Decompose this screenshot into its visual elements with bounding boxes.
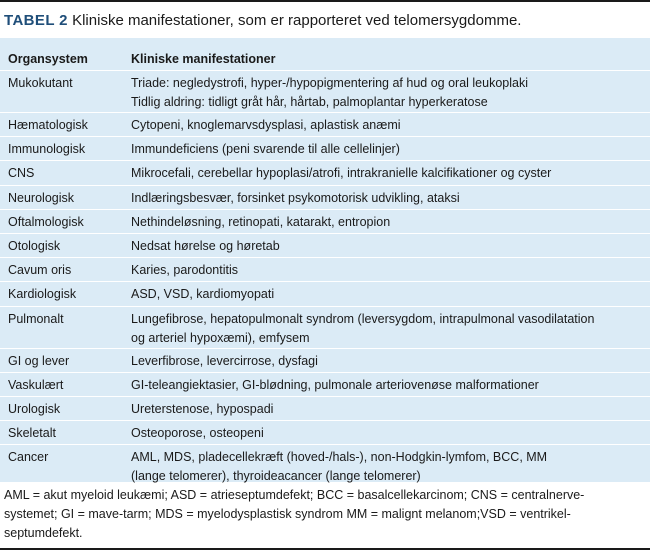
table-row: [0, 160, 650, 184]
footnote-line: septumdefekt.: [4, 526, 83, 540]
manifestation-line: Leverfibrose, levercirrose, dysfagi: [131, 353, 318, 368]
row-organ: Vaskulært: [8, 377, 64, 392]
table-title: Kliniske manifestationer, som er rapporteret ved telomersygdomme.: [72, 12, 522, 29]
table-row: [0, 444, 650, 486]
row-organ: Kardiologisk: [8, 287, 77, 302]
manifestation-line: AML, MDS, pladecellekræft (hoved-/hals-), non-Hodgkin-lymfom, BCC, MM: [131, 450, 548, 465]
manifestation-line: Nethindeløsning, retinopati, katarakt, entropion: [131, 214, 391, 229]
manifestation-line: Mikrocefali, cerebellar hypoplasi/atrofi, intrakranielle kalcifikationer og cyster: [131, 166, 552, 181]
manifestation-line: Ureterstenose, hypospadi: [131, 401, 274, 416]
row-organ: Cavum oris: [8, 263, 72, 278]
row-manifestations: [131, 448, 646, 486]
row-organ: Immunologisk: [8, 142, 86, 157]
row-organ: Otologisk: [8, 238, 61, 253]
table-row: [0, 112, 650, 136]
manifestation-line: Osteoporose, osteopeni: [131, 426, 264, 441]
row-manifestations: [131, 189, 646, 208]
manifestation-line: Cytopeni, knoglemarvsdysplasi, aplastisk anæmi: [131, 118, 401, 132]
table-row: [0, 306, 650, 348]
table-row: [0, 281, 650, 305]
manifestation-line: Tidlig aldring: tidligt gråt hår, hårtab, palmoplantar hyperkeratose: [131, 95, 488, 109]
row-manifestations: [131, 261, 646, 280]
row-manifestations: [131, 285, 646, 304]
table-header-row: [0, 48, 650, 70]
manifestation-line: (lange telomerer), thyroideacancer (lange telomerer): [131, 469, 421, 484]
table-body: [0, 70, 650, 486]
manifestation-line: Immundeficiens (peni svarende til alle cellelinjer): [131, 142, 400, 157]
bottom-rule: [0, 548, 650, 550]
header-organsystem: Organsystem: [8, 52, 88, 66]
footnote-line: AML = akut myeloid leukæmi; ASD = atrieseptumdefekt; BCC = basalcellekarcinom; CNS = centralnerve-: [4, 488, 585, 502]
table-row: [0, 348, 650, 372]
manifestation-line: ASD, VSD, kardiomyopati: [131, 287, 275, 302]
row-manifestations: [131, 213, 646, 232]
footnote-line: systemet; GI = mave-tarm; MDS = myelodysplastisk syndrom MM = malignt melanom;VSD = ventrikel-: [4, 507, 571, 521]
table-label: TABEL 2: [4, 12, 68, 29]
row-manifestations: [131, 164, 646, 183]
table-caption: [0, 0, 650, 38]
table-row: [0, 136, 650, 160]
table-row: [0, 233, 650, 257]
table-row: [0, 396, 650, 420]
row-organ: Cancer: [8, 450, 49, 465]
row-organ: Neurologisk: [8, 190, 75, 205]
row-manifestations: [131, 400, 646, 419]
table-row: [0, 372, 650, 396]
header-kliniske-manifestationer: Kliniske manifestationer: [131, 52, 276, 66]
manifestation-line: Triade: negledystrofi, hyper-/hypopigmentering af hud og oral leukoplaki: [131, 76, 528, 90]
row-organ: Mukokutant: [8, 76, 73, 90]
row-manifestations: [131, 116, 646, 135]
manifestation-line: Indlæringsbesvær, forsinket psykomotorisk udvikling, ataksi: [131, 190, 460, 205]
row-organ: GI og lever: [8, 353, 70, 368]
table-row: [0, 70, 650, 112]
row-manifestations: [131, 237, 646, 256]
manifestation-line: Nedsat hørelse og høretab: [131, 238, 280, 253]
manifestation-line: Karies, parodontitis: [131, 263, 239, 278]
table-row: [0, 420, 650, 444]
data-table: [0, 38, 650, 482]
table-row: [0, 257, 650, 281]
row-organ: Oftalmologisk: [8, 214, 84, 229]
manifestation-line: og arteriel hypoxæmi), emfysem: [131, 330, 310, 345]
row-manifestations: [131, 352, 646, 371]
table-row: [0, 185, 650, 209]
table-footnote: [4, 486, 644, 543]
manifestation-line: GI-teleangiektasier, GI-blødning, pulmonale arteriovenøse malformationer: [131, 377, 539, 392]
row-manifestations: [131, 424, 646, 443]
row-organ: Pulmonalt: [8, 311, 64, 326]
row-manifestations: [131, 376, 646, 395]
row-organ: CNS: [8, 166, 35, 181]
row-organ: Hæmatologisk: [8, 118, 88, 132]
row-manifestations: [131, 140, 646, 159]
row-manifestations: [131, 74, 646, 112]
row-organ: Skeletalt: [8, 426, 56, 441]
row-manifestations: [131, 310, 646, 348]
table-row: [0, 209, 650, 233]
row-organ: Urologisk: [8, 401, 61, 416]
manifestation-line: Lungefibrose, hepatopulmonalt syndrom (leversygdom, intrapulmonal vasodilatation: [131, 311, 595, 326]
